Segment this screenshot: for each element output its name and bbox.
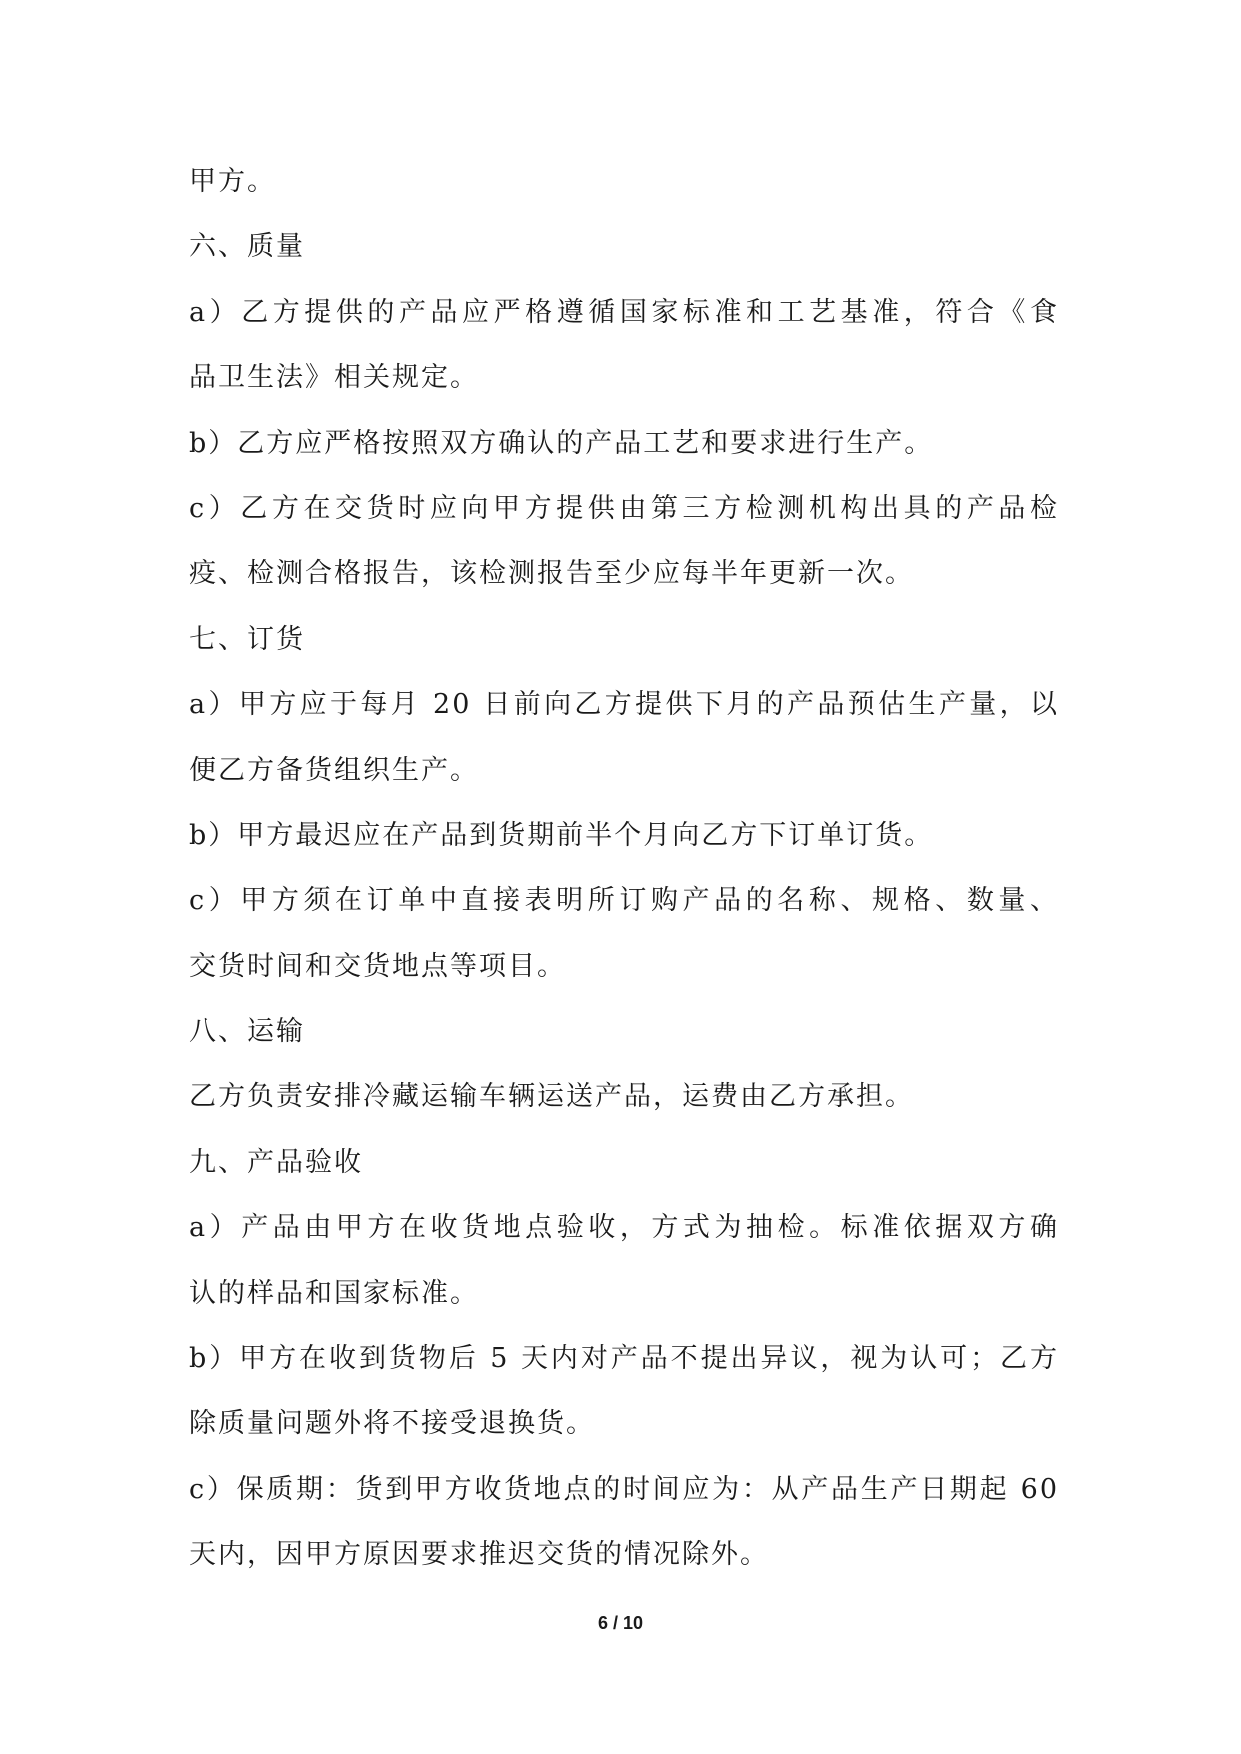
section-heading-transport [189, 999, 1059, 1064]
paragraph-line: 便乙方备货组织生产。 [189, 754, 479, 786]
paragraph-line: c）保质期：货到甲方收货地点的时间应为：从产品生产日期起 60 [189, 1473, 1059, 1505]
section-heading: 六、质量 [189, 231, 305, 263]
clause-a [189, 672, 1059, 803]
paragraph-line: c）甲方须在订单中直接表明所订购产品的名称、规格、数量、 [189, 885, 1059, 917]
section-heading: 九、产品验收 [189, 1146, 363, 1178]
paragraph [189, 149, 1059, 214]
clause-b [189, 1326, 1059, 1457]
document-body [189, 149, 1059, 1588]
paragraph-line: 交货时间和交货地点等项目。 [189, 950, 566, 982]
page-number: 6 / 10 [597, 1613, 644, 1633]
clause-a [189, 280, 1059, 411]
paragraph-line: 天内，因甲方原因要求推迟交货的情况除外。 [189, 1539, 769, 1571]
paragraph-line: a）甲方应于每月 20 日前向乙方提供下月的产品预估生产量，以 [189, 689, 1059, 721]
section-heading-ordering [189, 607, 1059, 672]
paragraph-line: 甲方。 [189, 166, 276, 197]
paragraph-line: a）产品由甲方在收货地点验收，方式为抽检。标准依据双方确 [189, 1212, 1059, 1244]
section-heading-acceptance [189, 1130, 1059, 1195]
paragraph-line: 除质量问题外将不接受退换货。 [189, 1408, 595, 1440]
paragraph-line: b）甲方最迟应在产品到货期前半个月向乙方下订单订货。 [189, 819, 934, 851]
paragraph-line: 乙方负责安排冷藏运输车辆运送产品，运费由乙方承担。 [189, 1081, 914, 1113]
clause-c [189, 476, 1059, 607]
section-heading: 八、运输 [189, 1016, 305, 1048]
clause-c [189, 1457, 1059, 1588]
paragraph-line: 认的样品和国家标准。 [189, 1277, 479, 1309]
clause-a [189, 1195, 1059, 1326]
paragraph-line: b）甲方在收到货物后 5 天内对产品不提出异议，视为认可；乙方 [189, 1343, 1059, 1375]
paragraph [189, 1064, 1059, 1129]
clause-b [189, 411, 1059, 476]
paragraph-line: b）乙方应严格按照双方确认的产品工艺和要求进行生产。 [189, 427, 934, 459]
section-heading: 七、订货 [189, 623, 305, 655]
paragraph-line: 品卫生法》相关规定。 [189, 362, 479, 394]
paragraph-line: a）乙方提供的产品应严格遵循国家标准和工艺基准，符合《食 [189, 296, 1059, 328]
clause-b [189, 803, 1059, 868]
section-heading-quality [189, 214, 1059, 279]
paragraph-line: 疫、检测合格报告，该检测报告至少应每半年更新一次。 [189, 558, 914, 590]
clause-c [189, 868, 1059, 999]
paragraph-line: c）乙方在交货时应向甲方提供由第三方检测机构出具的产品检 [189, 492, 1059, 524]
